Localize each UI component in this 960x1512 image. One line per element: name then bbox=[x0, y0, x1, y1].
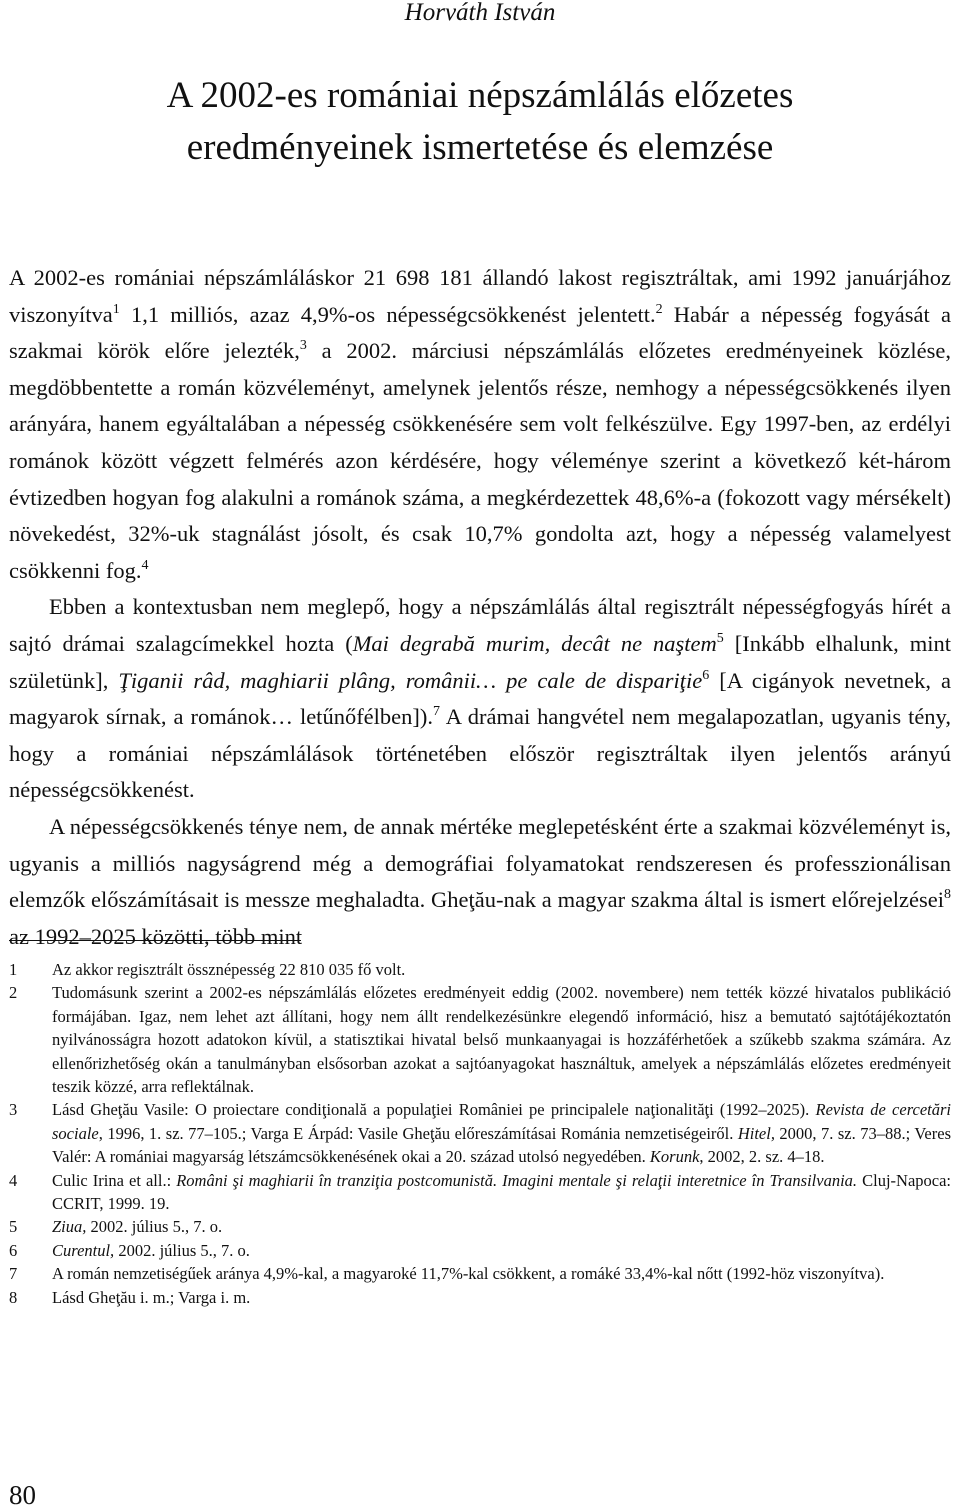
title-line-1: A 2002-es romániai népszámlálás előzetes bbox=[166, 75, 794, 116]
footnote-text-part: , 2002, 2. sz. 4–18. bbox=[699, 1147, 825, 1167]
paragraph-text: A drámai hangvétel nem megalapozatlan, ugyanis tény, hogy a romániai népszámlálások történetében először regisztráltak ilyen jelentős arányú népességcsökkenést. bbox=[9, 704, 951, 803]
footnote-2 bbox=[9, 981, 951, 1098]
footnote-text-part: Culic Irina et all.: bbox=[52, 1170, 177, 1190]
footnote-text: Lásd Gheţău i. m.; Varga i. m. bbox=[52, 1287, 251, 1307]
article-body bbox=[9, 260, 951, 955]
footnote-text: Az akkor regisztrált össznépesség 22 810 035 fő volt. bbox=[52, 960, 406, 979]
footnote-number: 5 bbox=[9, 1217, 18, 1237]
footnote-number: 1 bbox=[9, 960, 18, 979]
footnote-3 bbox=[9, 1098, 951, 1168]
footnote-number: 2 bbox=[9, 983, 18, 1003]
footnote-1 bbox=[9, 958, 951, 981]
footnote-text bbox=[52, 1215, 951, 1238]
footnotes bbox=[9, 958, 951, 1309]
footnote-text-part: 2000, 7. sz. 73–88.; Veres Valér: A romániai magyarság létszámcsökkenésének okai a 20. század utolsó negyedében. bbox=[52, 1123, 951, 1167]
paragraph-text: [Inkább elhalunk, mint születünk], bbox=[9, 630, 951, 693]
footnote-separator bbox=[9, 940, 301, 941]
title-line-2: eredményeinek ismertetése és elemzése bbox=[186, 127, 774, 168]
footnote-5 bbox=[9, 1215, 951, 1238]
footnote-number: 6 bbox=[9, 1240, 18, 1260]
paragraph-1 bbox=[9, 260, 951, 589]
footnote-ref[interactable]: 8 bbox=[944, 887, 951, 903]
book-title: Români şi maghiarii în tranziţia postcomunistă. Imagini mentale şi relaţii interetnice în Transilvania. bbox=[176, 1170, 858, 1190]
author-name: Horváth István bbox=[404, 0, 556, 26]
article-title bbox=[0, 70, 960, 174]
paragraph-text: az 1992–2025 közötti, több mint bbox=[9, 923, 303, 949]
headline-quote: Mai degrabă murim, decât ne naştem bbox=[352, 630, 717, 656]
footnote-4 bbox=[9, 1169, 951, 1216]
footnote-number: 3 bbox=[9, 1100, 18, 1120]
paragraph-text: 1,1 milliós, azaz 4,9%-os népességcsökkenést jelentett. bbox=[119, 301, 656, 327]
paragraph-text: Habár a népesség fogyását a szakmai körök előre jelezték, bbox=[9, 301, 951, 364]
footnote-text bbox=[52, 1098, 951, 1168]
paragraph-text: a 2002. márciusi népszámlálás előzetes eredményeinek közlése, megdöbbentette a román közvéleményt, amelynek jelentős része, nemhogy a népességcsökkenés ilyen arányára, hanem egyáltalában a népesség csökkenésére sem volt felkészülve. Egy 1997-ben, az erdélyi románok között végzett felmérés azon kérdésére, hogy véleménye szerint a következő két-három évtizedben hogyan fog alakulni a románok száma, a megkérdezettek 48,6%-a (fokozott vagy mérsékelt) növekedést, 32%-uk stagnálást jósolt, és csak 10,7% gondolta azt, hogy a népesség valamelyest csökkenni fog. bbox=[9, 338, 951, 583]
footnote-6 bbox=[9, 1239, 951, 1262]
paragraph-text: Ebben a kontextusban nem meglepő, hogy a népszámlálás által regisztrált népességfogyás hírét a sajtó drámai szalagcímekkel hozta ( bbox=[9, 594, 951, 656]
footnote-text-part: , 1996, 1. sz. 77–105.; Varga E Árpád: Vasile Gheţău előreszámításai Románia nemzetiségeiről. bbox=[98, 1123, 738, 1143]
footnote-ref[interactable]: 4 bbox=[141, 557, 149, 573]
footnote-text: A román nemzetiségűek aránya 4,9%-kal, a magyaroké 11,7%-kal csökkent, a romáké 33,4%-kal nőtt (1992-höz viszonyítva). bbox=[52, 1264, 885, 1284]
footnote-ref[interactable]: 6 bbox=[702, 667, 710, 683]
footnote-number: 4 bbox=[9, 1170, 18, 1190]
paragraph-text: A 2002-es romániai népszámláláskor 21 698 181 állandó lakost regisztráltak, ami 1992 januárjához viszonyítva bbox=[9, 265, 951, 327]
footnote-text-part: Lásd Gheţău Vasile: O proiectare condiţională a populaţiei României pe principalele naţionalităţi (1992–2025). bbox=[52, 1100, 816, 1120]
journal-title: Revista de cercetări sociale bbox=[52, 1100, 951, 1143]
journal-title: Hitel, bbox=[737, 1123, 775, 1143]
footnote-text: Tudomásunk szerint a 2002-es népszámlálás előzetes eredményeit eddig (2002. novembere) nem tették közzé hivatalos publikáció formájában. Igaz, nem lehet azt állítani, hogy nem állt rendelkezésünkre elegendő információ, hisz a bemutató sajtótájékoztatón nyilvánosságra hozott adatokon kívül, a statisztikai hivatal belső munkaanyagai is hozzáférhetőek a szűkebb szakma számára. Az ellenőrizhetőség okán a tanulmányban elsősorban azokat a sajtóanyagokat használtuk, amelyek a népszámlálás előzetes eredményeit teszik közzé, arra reflektálnak. bbox=[52, 983, 951, 1097]
footnote-ref[interactable]: 1 bbox=[112, 301, 120, 317]
footnote-number: 8 bbox=[9, 1287, 18, 1307]
footnote-8 bbox=[9, 1286, 951, 1309]
page-number: 80 bbox=[9, 1480, 36, 1510]
footnote-7 bbox=[9, 1262, 951, 1285]
footnote-text bbox=[52, 1239, 951, 1262]
paragraph-3 bbox=[9, 809, 951, 955]
footnote-text bbox=[52, 1169, 951, 1216]
footnote-ref[interactable]: 2 bbox=[655, 301, 663, 317]
footnote-ref[interactable]: 3 bbox=[299, 338, 307, 354]
headline-quote: Ţiganii râd, maghiarii plâng, românii… pe cale de dispariţie bbox=[118, 667, 703, 693]
footnote-number: 7 bbox=[9, 1264, 18, 1284]
paragraph-text: A népességcsökkenés ténye nem, de annak mértéke meglepetésként érte a szakmai közvéleményt is, ugyanis a milliós nagyságrend még a demográfiai folyamatokat rendszeresen és professzionálisan elemzők előszámításait is messze meghaladta. Gheţău-nak a magyar szakma által is ismert előrejelzései bbox=[9, 813, 951, 913]
paragraph-2 bbox=[9, 589, 951, 809]
paragraph-text: [A cigányok nevetnek, a magyarok sírnak, a románok… letűnőfélben]). bbox=[9, 667, 951, 730]
footnote-ref[interactable]: 7 bbox=[433, 704, 441, 720]
journal-title: Korunk bbox=[649, 1147, 700, 1167]
footnote-ref[interactable]: 5 bbox=[716, 630, 724, 646]
footnote-text-part: 2002. július 5., 7. o. bbox=[86, 1217, 223, 1237]
footnote-text-part: 2002. július 5., 7. o. bbox=[114, 1240, 250, 1260]
newspaper-title: Ziua, bbox=[52, 1217, 87, 1237]
footnote-text-part: Cluj-Napoca: CCRIT, 1999. 19. bbox=[52, 1170, 952, 1214]
newspaper-title: Curentul, bbox=[52, 1240, 115, 1260]
